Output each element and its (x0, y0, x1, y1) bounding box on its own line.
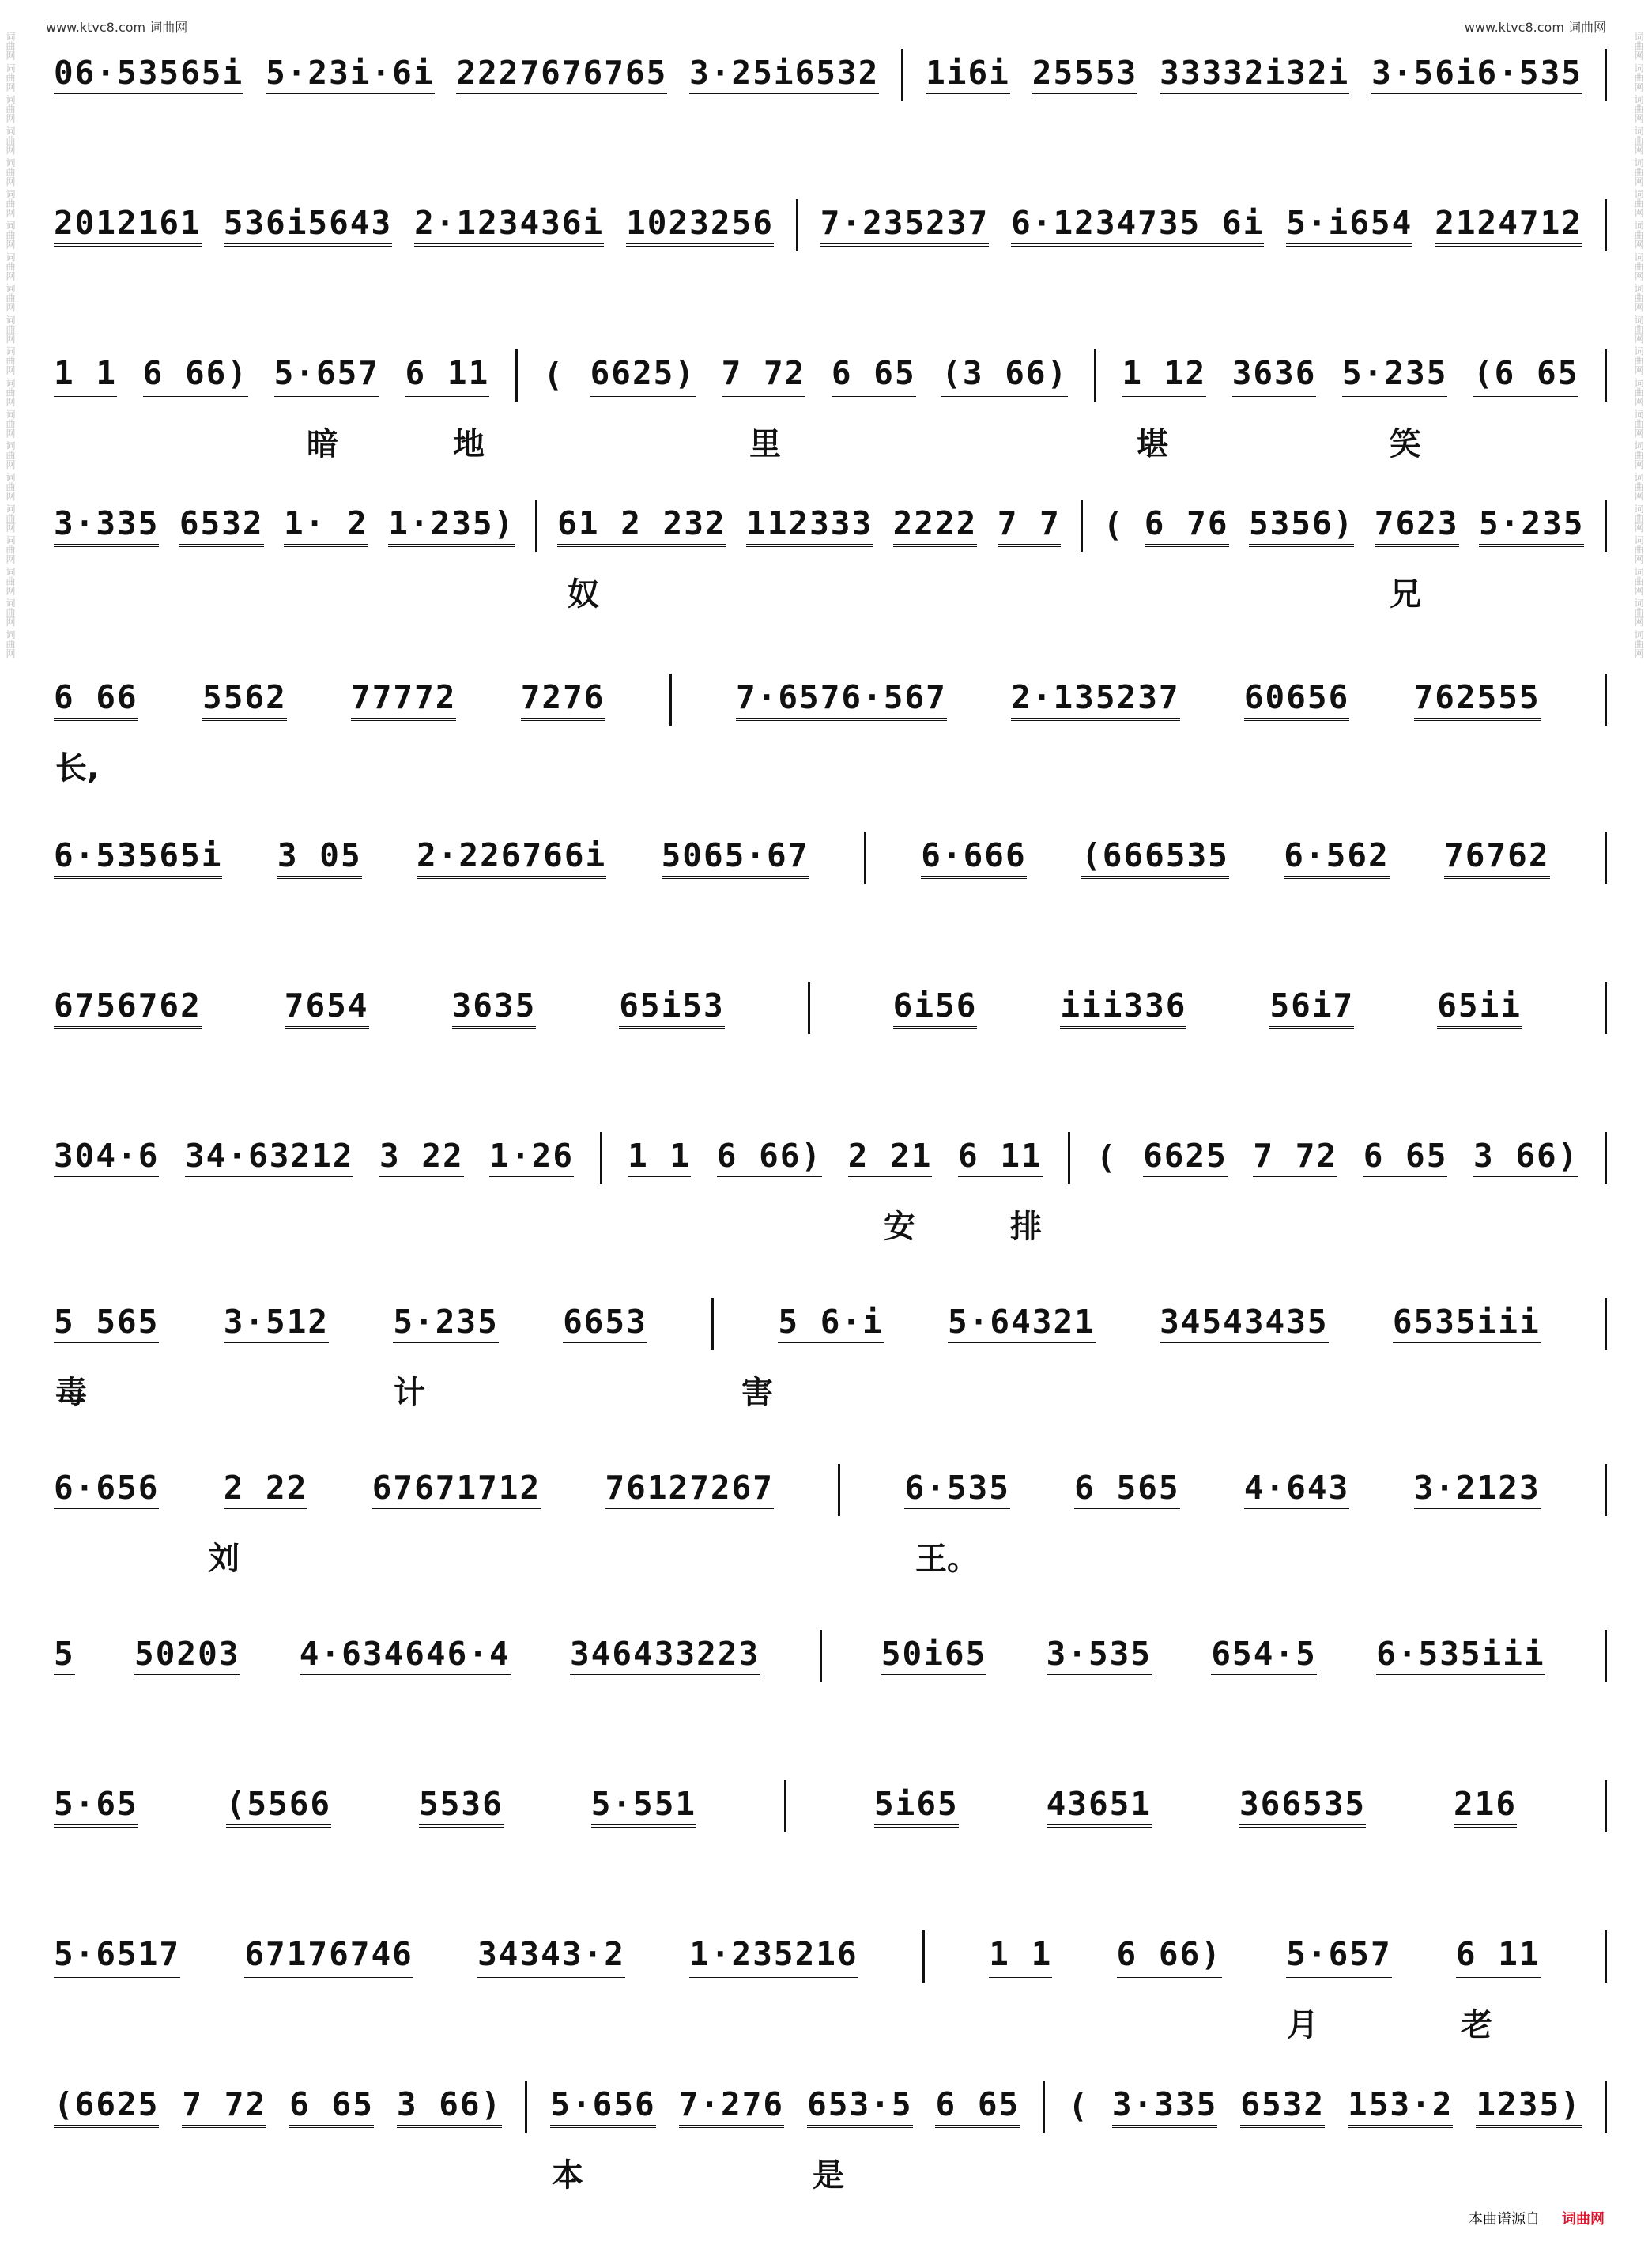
page-footer (1469, 2208, 1605, 2228)
note-group: 3·56i6·535 (1371, 54, 1582, 96)
note-group: 5·64321 (948, 1303, 1096, 1345)
note-group: 06·53565i (54, 54, 243, 96)
note-group: 5·65 (54, 1785, 138, 1828)
note-group: 3 66) (397, 2085, 502, 2128)
note-group: 7 72 (1253, 1137, 1337, 1179)
lyric: 安 (884, 1209, 915, 1245)
note-group: 6 11 (1456, 1935, 1541, 1978)
note-group: 3·535 (1047, 1635, 1152, 1677)
note-group: 1 12 (1122, 354, 1206, 397)
notation-system (54, 1462, 1607, 1628)
lyric: 暗 (307, 426, 338, 462)
footer-source: 本曲谱源自 (1469, 2211, 1540, 2228)
note-group: 65ii (1437, 987, 1522, 1029)
notation-line (54, 1462, 1607, 1518)
note-group: 6535iii (1393, 1303, 1541, 1345)
note-group: iii336 (1060, 987, 1186, 1029)
notation-line (54, 198, 1607, 253)
note-group: 50i65 (881, 1635, 986, 1677)
lyric: 是 (813, 2157, 844, 2194)
barline (1605, 500, 1607, 552)
note-group: 33332i32i (1160, 54, 1349, 96)
open-paren: ( (1096, 1138, 1118, 1176)
note-group: 2·135237 (1011, 678, 1179, 721)
note-group: 6·53565i (54, 836, 222, 879)
note-group: 6 11 (958, 1137, 1043, 1179)
note-group: 1·235) (388, 504, 515, 547)
barline (864, 832, 866, 884)
note-group: 43651 (1047, 1785, 1152, 1828)
open-paren: ( (1103, 506, 1125, 544)
barline (1043, 2081, 1045, 2133)
note-group: 34343·2 (477, 1935, 625, 1978)
note-group: 5 (54, 1635, 75, 1677)
notation-system (54, 672, 1607, 830)
notation-line (54, 348, 1607, 403)
notation-line (54, 672, 1607, 727)
note-group: 5·656 (550, 2085, 655, 2128)
note-group: 2·226766i (417, 836, 606, 879)
note-group: 5i65 (874, 1785, 959, 1828)
watermark-strip-right: 词曲网 词曲网 词曲网 词曲网 词曲网 词曲网 词曲网 词曲网 词曲网 词曲网 词曲网 词曲网 词曲网 词曲网 词曲网 词曲网 词曲网 词曲网 词曲网 词曲网 (1633, 32, 1644, 658)
barline (1605, 199, 1607, 251)
note-group: (3 66) (941, 354, 1068, 397)
barline (1068, 1132, 1070, 1184)
note-group: 67176746 (244, 1935, 413, 1978)
notation-line (54, 830, 1607, 885)
note-group: 7·6576·567 (736, 678, 947, 721)
site-header-left: www.ktvc8.com 词曲网 (46, 20, 188, 35)
notation-system (54, 1929, 1607, 2079)
barline (711, 1298, 714, 1350)
note-group: 7623 (1375, 504, 1459, 547)
notation-line (54, 980, 1607, 1036)
note-group: 5562 (202, 678, 287, 721)
note-group: 6 65 (832, 354, 916, 397)
notation-line (54, 1779, 1607, 1834)
note-group: 112333 (746, 504, 873, 547)
note-group: 5·235 (1342, 354, 1447, 397)
note-group: 6625) (590, 354, 696, 397)
lyric: 排 (1010, 1209, 1042, 1245)
barline (1605, 982, 1607, 1034)
note-group: 6 65 (1363, 1137, 1448, 1179)
note-group: 5·657 (274, 354, 379, 397)
note-group: 65i53 (619, 987, 724, 1029)
notation-system (54, 830, 1607, 980)
note-group: 6 11 (405, 354, 490, 397)
note-group: 2222 (893, 504, 978, 547)
notation-system (54, 348, 1607, 498)
notation-line (54, 1296, 1607, 1352)
note-group: 6 76 (1145, 504, 1229, 547)
note-group: 6 66) (717, 1137, 822, 1179)
note-group: 5·657 (1286, 1935, 1391, 1978)
barline (535, 500, 537, 552)
note-group: 5·23i·6i (266, 54, 434, 96)
note-group: 5·i654 (1286, 204, 1412, 247)
note-group: 34543435 (1160, 1303, 1328, 1345)
barline (1605, 2081, 1607, 2133)
note-group: 3·512 (224, 1303, 329, 1345)
barline (796, 199, 798, 251)
note-group: 5 6·i (778, 1303, 883, 1345)
lyric: 老 (1461, 2007, 1492, 2043)
barline (1605, 1930, 1607, 1983)
note-group: 2·123436i (414, 204, 604, 247)
note-group: 5 565 (54, 1303, 159, 1345)
note-group: 1·235216 (689, 1935, 858, 1978)
note-group: 1023256 (626, 204, 774, 247)
note-group: 1 1 (54, 354, 117, 397)
notation-system (54, 980, 1607, 1130)
note-group: 6·562 (1284, 836, 1389, 879)
note-group: 7·235237 (820, 204, 989, 247)
note-group: 366535 (1239, 1785, 1366, 1828)
note-group: 3·335 (1112, 2085, 1217, 2128)
notation-system (54, 47, 1607, 198)
note-group: 6·535iii (1376, 1635, 1545, 1677)
note-group: 5·6517 (54, 1935, 180, 1978)
note-group: 1·26 (489, 1137, 574, 1179)
note-group: 153·2 (1348, 2085, 1453, 2128)
note-group: 1 1 (989, 1935, 1052, 1978)
notation-system (54, 2079, 1607, 2245)
note-group: 3·2123 (1414, 1469, 1541, 1511)
note-group: 2227676765 (456, 54, 667, 96)
note-group: 1 1 (628, 1137, 691, 1179)
barline (820, 1630, 822, 1682)
barline (1605, 49, 1607, 101)
note-group: 34·63212 (185, 1137, 353, 1179)
note-group: 762555 (1414, 678, 1541, 721)
note-group: 2 21 (848, 1137, 933, 1179)
note-group: 5356) (1249, 504, 1354, 547)
note-group: 3·335 (54, 504, 159, 547)
lyric: 地 (453, 426, 485, 462)
note-group: 50203 (134, 1635, 240, 1677)
barline (1605, 1780, 1607, 1832)
notation-line (54, 1130, 1607, 1186)
note-group: 3 05 (277, 836, 362, 879)
note-group: 6532 (179, 504, 264, 547)
note-group: 1· 2 (284, 504, 368, 547)
watermark-strip-left: 词曲网 词曲网 词曲网 词曲网 词曲网 词曲网 词曲网 词曲网 词曲网 词曲网 词曲网 词曲网 词曲网 词曲网 词曲网 词曲网 词曲网 词曲网 词曲网 词曲网 (5, 32, 16, 658)
barline (1605, 1630, 1607, 1682)
note-group: 6756762 (54, 987, 202, 1029)
lyric: 里 (749, 426, 781, 462)
barline (515, 349, 518, 402)
barline (901, 49, 903, 101)
notation-line (54, 47, 1607, 103)
note-group: 6 565 (1074, 1469, 1179, 1511)
barline (525, 2081, 527, 2133)
note-group: 3636 (1232, 354, 1317, 397)
note-group: 536i5643 (224, 204, 392, 247)
note-group: 7 72 (722, 354, 806, 397)
notation-system (54, 1130, 1607, 1296)
note-group: 7 7 (998, 504, 1061, 547)
lyric: 月 (1287, 2007, 1318, 2043)
note-group: 4·643 (1244, 1469, 1349, 1511)
note-group: (6 65 (1473, 354, 1578, 397)
barline (1605, 1464, 1607, 1516)
note-group: 5·235 (393, 1303, 498, 1345)
note-group: 2012161 (54, 204, 202, 247)
lyric: 奴 (568, 576, 599, 613)
note-group: 2124712 (1435, 204, 1582, 247)
barline (1605, 832, 1607, 884)
notation-system (54, 198, 1607, 348)
note-group: 77772 (351, 678, 456, 721)
note-group: 5536 (419, 1785, 504, 1828)
lyric: 刘 (208, 1541, 240, 1577)
note-group: 3 22 (379, 1137, 464, 1179)
lyric: 笑 (1390, 426, 1421, 462)
note-group: 6532 (1240, 2085, 1325, 2128)
note-group: 6i56 (893, 987, 978, 1029)
note-group: 654·5 (1211, 1635, 1316, 1677)
barline (838, 1464, 840, 1516)
note-group: 6·666 (921, 836, 1026, 879)
barline (1605, 1298, 1607, 1350)
lyric: 堪 (1137, 426, 1168, 462)
note-group: (666535 (1081, 836, 1229, 879)
note-group: 6 65 (935, 2085, 1020, 2128)
note-group: 653·5 (807, 2085, 912, 2128)
notation-system (54, 498, 1607, 672)
note-group: 6 66 (54, 678, 138, 721)
notation-line (54, 2079, 1607, 2134)
open-paren: ( (1068, 2087, 1089, 2125)
lyric: 长, (55, 750, 100, 787)
note-group: 3635 (452, 987, 537, 1029)
note-group: 7·276 (679, 2085, 784, 2128)
lyric: 毒 (55, 1375, 87, 1411)
barline (922, 1930, 925, 1983)
footer-brand[interactable]: 词曲网 (1562, 2211, 1605, 2228)
barline (1605, 1132, 1607, 1184)
lyric: 害 (741, 1375, 773, 1411)
note-group: 6·656 (54, 1469, 159, 1511)
note-group: 4·634646·4 (300, 1635, 511, 1677)
note-group: 76762 (1444, 836, 1549, 879)
note-group: 25553 (1032, 54, 1137, 96)
lyric: 本 (552, 2157, 583, 2194)
lyric: 兄 (1390, 576, 1421, 613)
note-group: 6 66) (143, 354, 248, 397)
note-group: 1235) (1476, 2085, 1581, 2128)
note-group: 3·25i6532 (689, 54, 879, 96)
note-group: 5065·67 (662, 836, 809, 879)
notation-system (54, 1628, 1607, 1779)
note-group: 6625 (1143, 1137, 1228, 1179)
notation-line (54, 498, 1607, 553)
note-group: 2 22 (224, 1469, 308, 1511)
note-group: (5566 (226, 1785, 331, 1828)
note-group: 6 65 (289, 2085, 374, 2128)
notation-line (54, 1628, 1607, 1684)
note-group: 1i6i (926, 54, 1010, 96)
open-paren: ( (543, 356, 565, 394)
notation-system (54, 1779, 1607, 1929)
site-header-right: www.ktvc8.com 词曲网 (1464, 20, 1606, 35)
note-group: 7 72 (182, 2085, 266, 2128)
barline (784, 1780, 786, 1832)
score-body (54, 47, 1607, 2245)
note-group: 216 (1454, 1785, 1517, 1828)
note-group: 6·535 (904, 1469, 1009, 1511)
note-group: 304·6 (54, 1137, 159, 1179)
note-group: 6·1234735 6i (1011, 204, 1264, 247)
note-group: 56i7 (1269, 987, 1354, 1029)
note-group: 3 66) (1473, 1137, 1578, 1179)
note-group: 7654 (285, 987, 369, 1029)
note-group: 67671712 (372, 1469, 541, 1511)
note-group: 5·235 (1479, 504, 1584, 547)
notation-line (54, 1929, 1607, 1984)
note-group: 346433223 (570, 1635, 760, 1677)
notation-system (54, 1296, 1607, 1462)
barline (1605, 674, 1607, 726)
barline (600, 1132, 602, 1184)
note-group: 76127267 (605, 1469, 773, 1511)
note-group: 7276 (521, 678, 605, 721)
barline (1094, 349, 1096, 402)
barline (1605, 349, 1607, 402)
note-group: 5·551 (591, 1785, 696, 1828)
barline (808, 982, 810, 1034)
note-group: 60656 (1244, 678, 1349, 721)
note-group: 6 66) (1117, 1935, 1222, 1978)
lyric: 计 (394, 1375, 425, 1411)
barline (1081, 500, 1083, 552)
note-group: 61 2 232 (557, 504, 726, 547)
lyric: 王。 (915, 1541, 979, 1577)
barline (669, 674, 672, 726)
note-group: 6653 (563, 1303, 647, 1345)
note-group: (6625 (54, 2085, 159, 2128)
